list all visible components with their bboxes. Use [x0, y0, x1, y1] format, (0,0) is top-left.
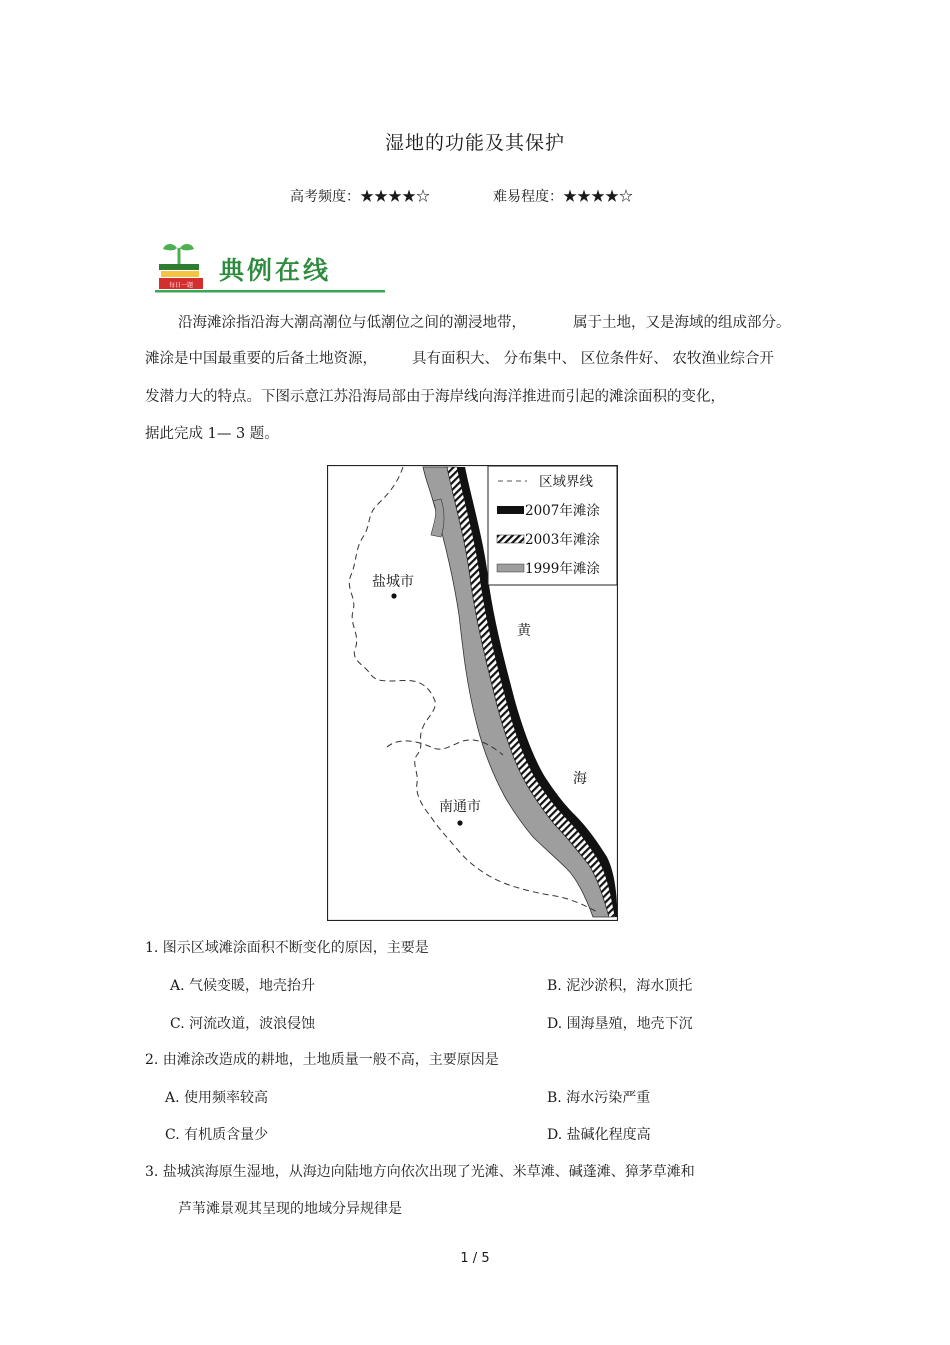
passage-line-1a: 沿海滩涂指沿海大潮高潮位与低潮位之间的潮浸地带，	[178, 315, 526, 331]
passage-line-2a: 滩涂是中国最重要的后备土地资源，	[145, 351, 377, 367]
sea-label-huang: 黄	[517, 623, 531, 639]
q1-option-c[interactable]: C. 河流改道，波浪侵蚀	[170, 1016, 316, 1032]
legend-boundary-label: 区域界线	[539, 474, 593, 490]
difficulty-level: 难易程度：★★★★☆	[493, 189, 633, 205]
legend-2003-label: 2003年滩涂	[525, 532, 600, 548]
page-number: 1 / 5	[460, 1251, 490, 1266]
q2-option-c[interactable]: C. 有机质含量少	[165, 1127, 269, 1143]
q1-option-a[interactable]: A. 气候变暖，地壳抬升	[170, 978, 316, 994]
tidal-flat-map	[327, 465, 618, 921]
question-3-stem-continued: 芦苇滩景观其呈现的地域分异规律是	[178, 1201, 402, 1217]
passage-line-1b: 属于土地，又是海域的组成部分。	[573, 315, 791, 331]
section-banner	[155, 240, 385, 298]
q2-option-b[interactable]: B. 海水污染严重	[547, 1090, 651, 1106]
city-nantong-label: 南通市	[439, 799, 481, 815]
question-3-stem: 3. 盐城滨海原生湿地，从海边向陆地方向依次出现了光滩、米草滩、碱蓬滩、獐茅草滩和	[145, 1164, 695, 1180]
banner-badge: 每日一题	[168, 282, 193, 289]
q2-option-a[interactable]: A. 使用频率较高	[165, 1090, 269, 1106]
city-yancheng-dot	[391, 593, 396, 598]
sea-label-hai: 海	[573, 771, 587, 787]
city-yancheng-label: 盐城市	[372, 574, 414, 590]
q1-option-d[interactable]: D. 围海垦殖，地壳下沉	[547, 1016, 693, 1032]
passage-line-4: 据此完成 1— 3 题。	[145, 426, 279, 442]
question-1-stem: 1. 图示区域滩涂面积不断变化的原因，主要是	[145, 940, 429, 956]
passage-line-2b: 具有面积大、 分布集中、 区位条件好、 农牧渔业综合开	[412, 351, 774, 367]
q2-option-d[interactable]: D. 盐碱化程度高	[547, 1127, 651, 1143]
page-title: 湿地的功能及其保护	[384, 132, 565, 154]
passage-line-3: 发潜力大的特点。下图示意江苏沿海局部由于海岸线向海洋推进而引起的滩涂面积的变化，	[145, 389, 725, 405]
legend-2007-label: 2007年滩涂	[525, 503, 600, 519]
question-2-stem: 2. 由滩涂改造成的耕地，土地质量一般不高，主要原因是	[145, 1052, 499, 1068]
exam-frequency: 高考频度：★★★★☆	[290, 189, 430, 205]
city-nantong-dot	[457, 820, 462, 825]
q1-option-b[interactable]: B. 泥沙淤积，海水顶托	[547, 978, 693, 994]
banner-title: 典例在线	[219, 256, 332, 285]
legend-1999-label: 1999年滩涂	[525, 561, 600, 577]
